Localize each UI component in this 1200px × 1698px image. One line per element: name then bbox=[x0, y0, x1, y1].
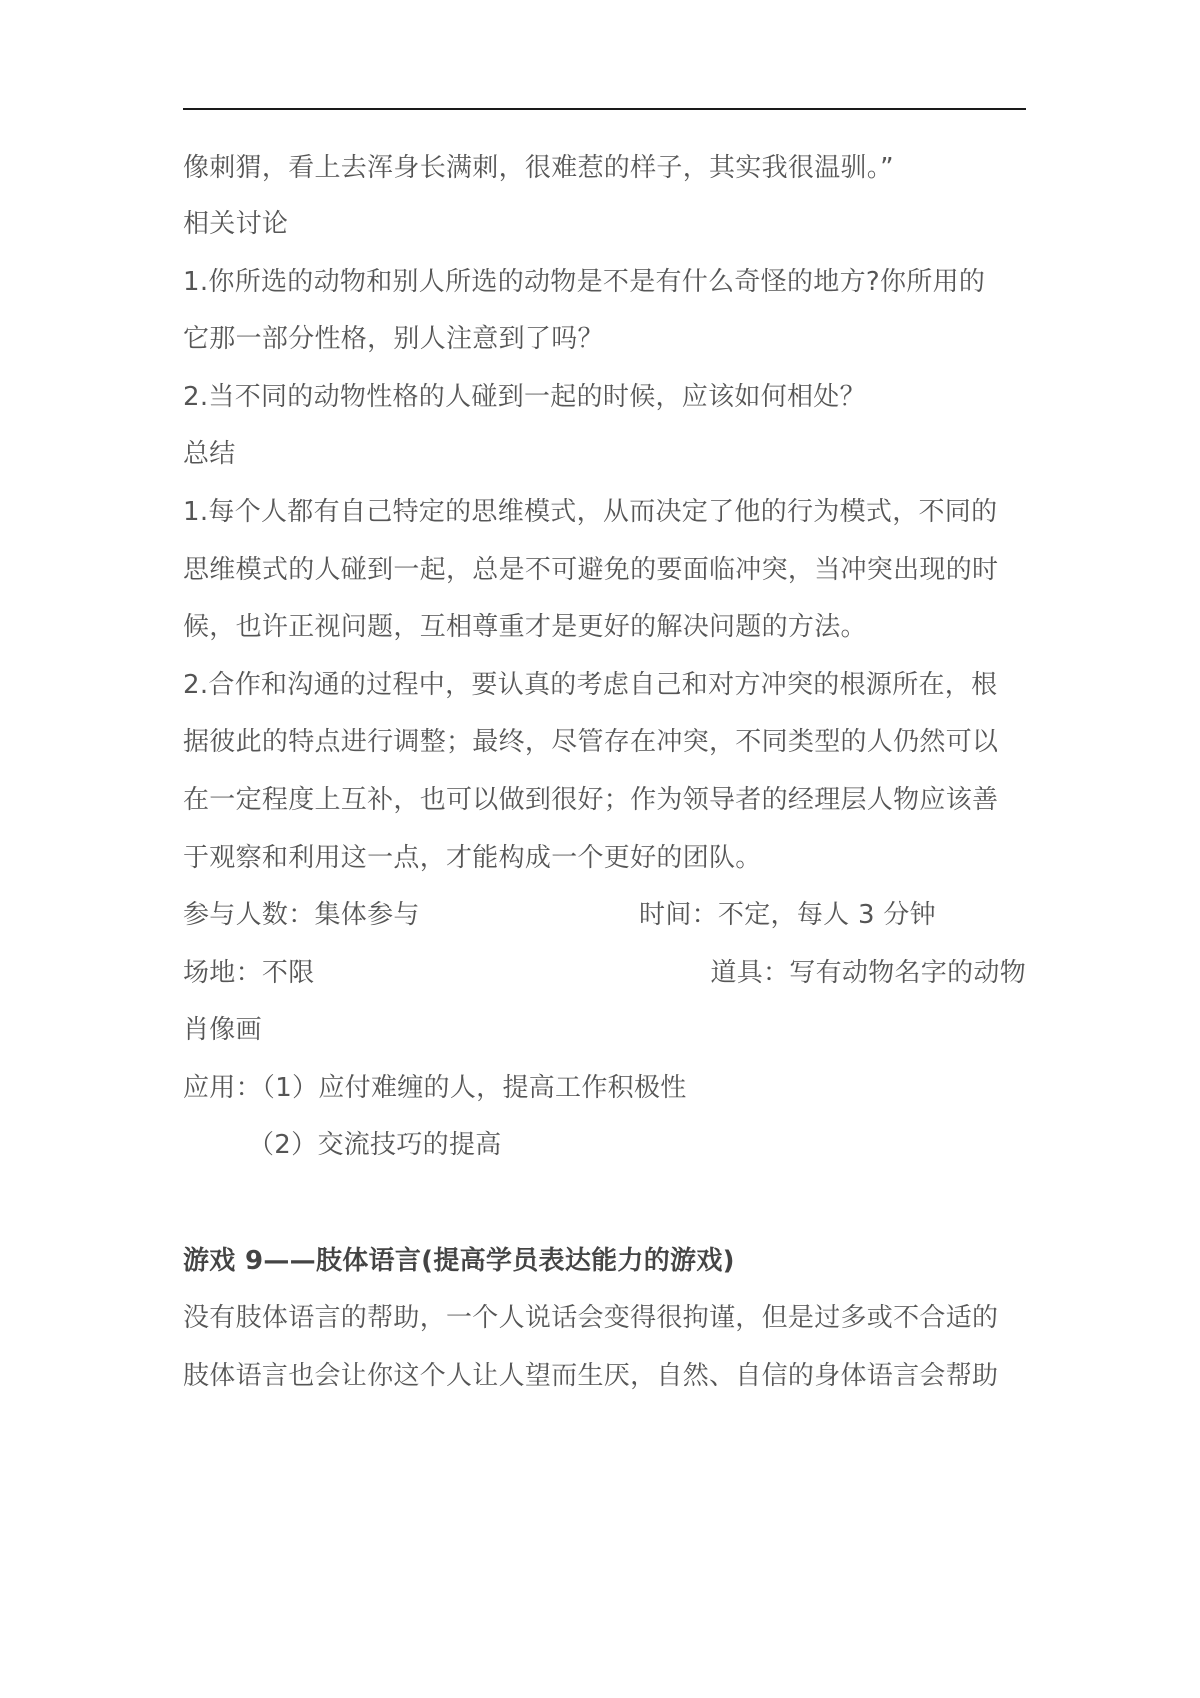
text-line: 在一定程度上互补，也可以做到很好；作为领导者的经理层人物应该善 bbox=[183, 785, 999, 815]
section-heading-discussion: 相关讨论 bbox=[183, 209, 289, 239]
text-line: 它那一部分性格，别人注意到了吗？ bbox=[183, 324, 604, 354]
text-line: 据彼此的特点进行调整；最终，尽管存在冲突，不同类型的人仍然可以 bbox=[183, 727, 999, 757]
text-line: 像刺猬，看上去浑身长满刺，很难惹的样子，其实我很温驯。” bbox=[183, 153, 894, 183]
venue-text: 场地：不限 bbox=[183, 958, 315, 988]
text-line: 思维模式的人碰到一起，总是不可避免的要面临冲突，当冲突出现的时 bbox=[183, 555, 999, 585]
header-rule bbox=[183, 108, 1026, 110]
info-row-participants-time bbox=[183, 895, 1026, 935]
participants-text: 参与人数：集体参与 bbox=[183, 900, 420, 930]
text-line: 于观察和利用这一点，才能构成一个更好的团队。 bbox=[183, 843, 762, 873]
text-line: 2.合作和沟通的过程中，要认真的考虑自己和对方冲突的根源所在，根 bbox=[183, 670, 998, 700]
application-line-1: 应用：（1）应付难缠的人，提高工作积极性 bbox=[183, 1073, 687, 1103]
info-row-venue-props bbox=[183, 953, 1026, 993]
time-text: 时间：不定，每人 3 分钟 bbox=[639, 900, 936, 930]
text-line: 1.你所选的动物和别人所选的动物是不是有什么奇怪的地方?你所用的 bbox=[183, 267, 986, 297]
text-line: 候，也许正视问题，互相尊重才是更好的解决问题的方法。 bbox=[183, 612, 867, 642]
props-continuation: 肖像画 bbox=[183, 1015, 262, 1045]
intro-line: 没有肢体语言的帮助，一个人说话会变得很拘谨，但是过多或不合适的 bbox=[183, 1303, 999, 1333]
application-line-2: （2）交流技巧的提高 bbox=[248, 1130, 502, 1160]
intro-line: 肢体语言也会让你这个人让人望而生厌，自然、自信的身体语言会帮助 bbox=[183, 1361, 999, 1391]
text-line: 2.当不同的动物性格的人碰到一起的时候，应该如何相处？ bbox=[183, 382, 866, 412]
props-text: 道具：写有动物名字的动物 bbox=[710, 958, 1026, 988]
section-heading-summary: 总结 bbox=[183, 439, 236, 469]
game-title: 游戏 9——肢体语言(提高学员表达能力的游戏) bbox=[183, 1246, 735, 1276]
text-line: 1.每个人都有自己特定的思维模式，从而决定了他的行为模式，不同的 bbox=[183, 497, 998, 527]
